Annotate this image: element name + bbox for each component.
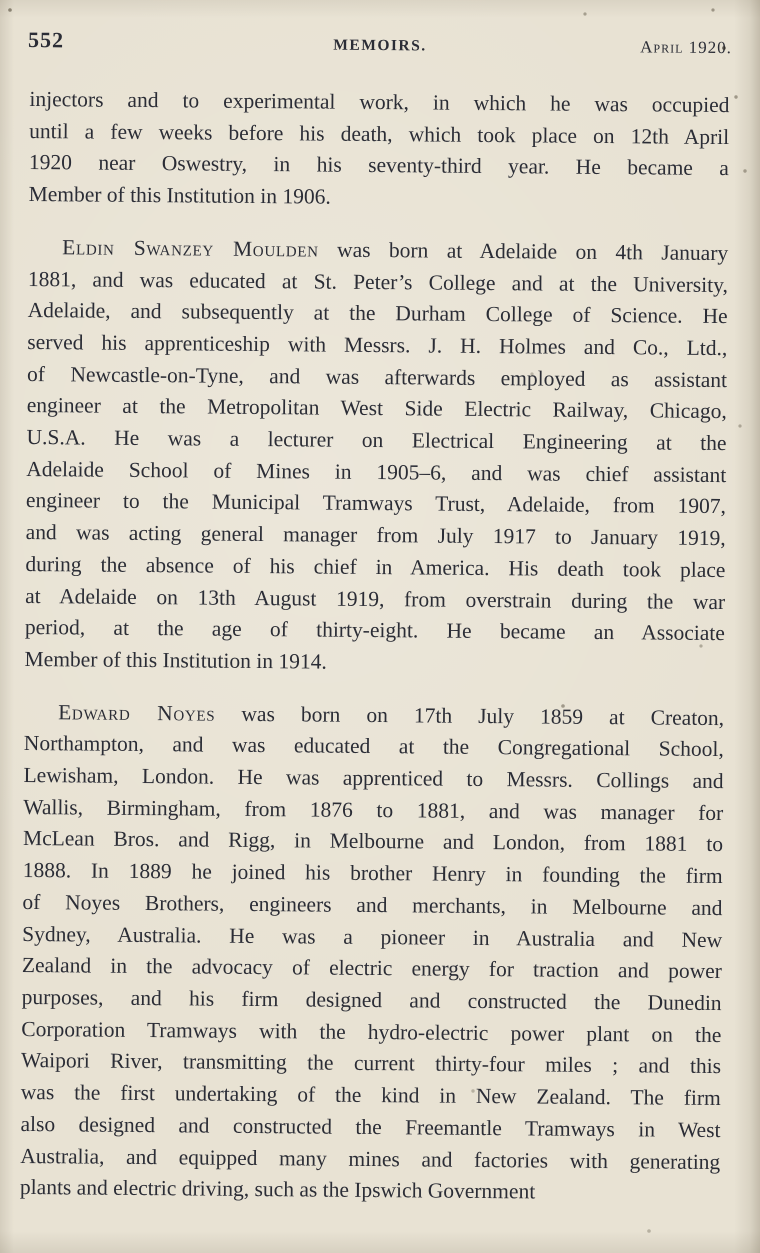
text-line: purposes, and his firm designed and constructed the Dunedin — [21, 984, 722, 1016]
person-name: Edward Noyes — [58, 699, 216, 726]
text-line: Eldin Swanzey Moulden was born at Adelaide on 4th January — [62, 235, 729, 265]
paragraph — [24, 232, 728, 682]
text-line: engineer to the Municipal Tramways Trust, Adelaide, from 1907, — [25, 488, 727, 519]
text-line: Zealand in the advocacy of electric energy for traction and power — [21, 953, 723, 984]
text-line: until a few weeks before his death, which took place on 12th April — [29, 118, 730, 149]
paragraph — [29, 84, 730, 217]
text-line: U.S.A. He was a lecturer on Electrical Engineering at the — [26, 425, 727, 456]
page-header — [28, 27, 732, 59]
text-line: Lewisham, London. He was apprenticed to Messrs. Collings and — [23, 763, 724, 794]
text-line: 1888. In 1889 he joined his brother Henry in founding the firm — [22, 858, 723, 889]
person-name: Eldin Swanzey Moulden — [62, 235, 319, 262]
text-line: 1920 near Oswestry, in his seventy-third year. He became a — [28, 150, 730, 181]
text-line: of Newcastle-on-Tyne, and was afterwards employed as assistant — [26, 361, 728, 392]
text-line: Edward Noyes was born on 17th July 1859 at Creaton, — [58, 699, 725, 730]
text-line: also designed and constructed the Freemantle Tramways in West — [20, 1111, 721, 1142]
text-line: Waipori River, transmitting the current thirty-four miles ; and this — [20, 1048, 722, 1079]
text-line: of Noyes Brothers, engineers and merchants, in Melbourne and — [22, 889, 723, 920]
text-line: at Adelaide on 13th August 1919, from overstrain during the war — [25, 583, 726, 614]
text-line: and was acting general manager from July 1917 to January 1919, — [25, 520, 726, 551]
text-line: Wallis, Birmingham, from 1876 to 1881, and was manager for — [23, 794, 724, 825]
paragraph — [20, 697, 724, 1210]
text-line: Corporation Tramways with the hydro-electric power plant on the — [21, 1016, 722, 1047]
running-title: MEMOIRS. — [333, 36, 427, 55]
text-line: McLean Bros. and Rigg, in Melbourne and London, from 1881 to — [22, 826, 724, 857]
dust-specks — [0, 0, 2, 2]
page-body — [20, 84, 730, 1210]
text-line: Member of this Institution in 1914. — [24, 646, 327, 674]
text-line: injectors and to experimental work, in which he was occupied — [29, 86, 730, 118]
page-number: 552 — [27, 26, 65, 53]
text-line: plants and electric driving, such as the Ipswich Government — [19, 1175, 536, 1204]
text-line: period, at the age of thirty-eight. He became an Associate — [24, 615, 725, 646]
text-line: served his apprenticeship with Messrs. J. H. Holmes and Co., Ltd., — [27, 329, 728, 361]
text-line: Australia, and equipped many mines and factories with generating — [20, 1143, 721, 1174]
text-line: Adelaide School of Mines in 1905–6, and was chief assistant — [26, 456, 727, 487]
text-line: 1881, and was educated at St. Peter’s College and at the University, — [27, 266, 728, 297]
text-line: Sydney, Australia. He was a pioneer in Australia and New — [22, 921, 723, 952]
text-line: was the first undertaking of the kind in New Zealand. The firm — [20, 1080, 721, 1111]
text-line: engineer at the Metropolitan West Side Electric Railway, Chicago, — [26, 393, 727, 424]
text-line: Member of this Institution in 1906. — [28, 182, 331, 209]
text-line: Northampton, and was educated at the Congregational School, — [23, 731, 724, 762]
text-line: Adelaide, and subsequently at the Durham College of Science. He — [27, 298, 728, 329]
issue-date: April 1920. — [640, 37, 733, 58]
text-line: during the absence of his chief in America. His death took place — [25, 551, 726, 582]
